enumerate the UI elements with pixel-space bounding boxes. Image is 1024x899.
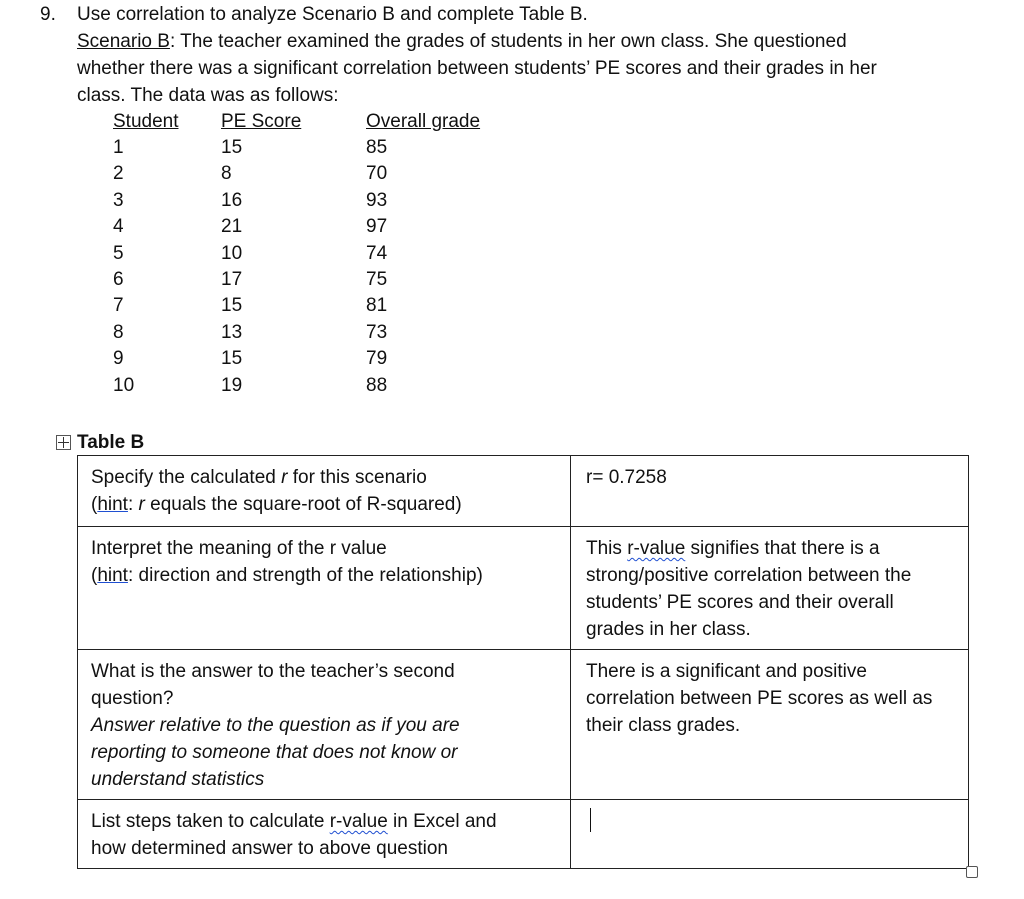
pe-score-cell: 15 [221,137,243,158]
cell-text: : direction and strength of the relationship) [127,565,483,586]
answer-text: students’ PE scores and their overall [586,592,894,613]
answer-cell-3[interactable] [571,650,969,800]
cell-text: question? [91,688,174,709]
text-cursor [590,808,591,832]
cell-text: how determined answer to above question [91,838,449,859]
table-move-handle-icon[interactable] [56,435,71,450]
table-row [78,527,969,650]
student-cell: 8 [113,322,124,343]
table-resize-handle-icon[interactable] [966,866,978,878]
pe-score-cell: 15 [221,295,243,316]
student-cell: 1 [113,137,124,158]
cell-italic: r [281,467,288,488]
overall-grade-cell: 73 [366,322,388,343]
question-cell-4[interactable] [78,800,571,869]
student-cell: 3 [113,190,124,211]
cell-text: in Excel and [387,811,497,832]
cell-italic: Answer relative to the question as if you are [91,715,460,736]
pe-score-cell: 10 [221,243,243,264]
answer-text: grades in her class. [586,619,751,640]
overall-grade-cell: 85 [366,137,388,158]
question-cell-2[interactable]: Interpret the meaning of the r value (hint: direction and strength of the relationship) [78,527,571,650]
overall-grade-cell: 74 [366,243,388,264]
answer-cell-2[interactable] [571,527,969,650]
overall-grade-cell: 81 [366,295,388,316]
cell-text: Interpret the meaning of the r value [91,538,387,559]
header-overall-grade: Overall grade [366,111,481,132]
pe-score-cell: 16 [221,190,243,211]
cell-italic: r [138,494,145,515]
student-cell: 2 [113,163,124,184]
cell-text: for this scenario [287,467,427,488]
scenario-line-2: whether there was a significant correlation between students’ PE scores and their grades in her [77,58,877,79]
answer-text: their class grades. [586,715,741,736]
pe-score-cell: 19 [221,375,243,396]
cell-italic: reporting to someone that does not know or [91,742,458,763]
overall-grade-cell: 79 [366,348,388,369]
table-b-title: Table B [77,432,145,453]
question-number: 9. [40,4,56,25]
question-cell-3[interactable] [78,650,571,800]
answer-text: There is a significant and positive [586,661,867,682]
answer-cell-4[interactable] [571,800,969,869]
table-b [77,455,969,869]
table-row [78,456,969,527]
header-student: Student [113,111,179,132]
scenario-text-1: : The teacher examined the grades of students in her own class. She questioned [169,31,847,52]
answer-text: correlation between PE scores as well as [586,688,933,709]
pe-score-cell: 21 [221,216,243,237]
answer-text: signifies that there is a [685,538,880,559]
question-prompt: Use correlation to analyze Scenario B and complete Table B. [77,4,588,25]
cell-text: What is the answer to the teacher’s second [91,661,455,682]
overall-grade-cell: 93 [366,190,388,211]
scenario-line-1 [77,28,847,55]
answer-text: r= 0.7258 [586,467,667,488]
student-cell: 5 [113,243,124,264]
hint-word: hint [97,565,128,586]
header-pe-score: PE Score [221,111,302,132]
cell-text: Specify the calculated [91,467,282,488]
answer-text: strong/positive correlation between the [586,565,912,586]
spellcheck-word: r-value [329,811,388,832]
spellcheck-word: r-value [627,538,686,559]
overall-grade-cell: 75 [366,269,388,290]
answer-cell-1[interactable] [571,456,969,527]
table-row [78,650,969,800]
overall-grade-cell: 88 [366,375,388,396]
student-cell: 4 [113,216,124,237]
pe-score-cell: 8 [221,163,232,184]
scenario-label: Scenario B [77,31,170,52]
overall-grade-cell: 97 [366,216,388,237]
answer-text: This [586,538,628,559]
cell-italic: understand statistics [91,769,265,790]
pe-score-cell: 17 [221,269,243,290]
pe-score-cell: 13 [221,322,243,343]
cell-text: equals the square-root of R-squared) [144,494,462,515]
cell-text: List steps taken to calculate [91,811,330,832]
hint-word: hint [97,494,128,515]
scenario-line-3: class. The data was as follows: [77,85,339,106]
overall-grade-cell: 70 [366,163,388,184]
pe-score-cell: 15 [221,348,243,369]
student-cell: 6 [113,269,124,290]
question-cell-1[interactable]: Specify the calculated r for this scenario (hint: r equals the square-root of R-squared) [78,456,571,527]
table-row [78,800,969,869]
student-cell: 9 [113,348,124,369]
student-cell: 7 [113,295,124,316]
student-cell: 10 [113,375,135,396]
